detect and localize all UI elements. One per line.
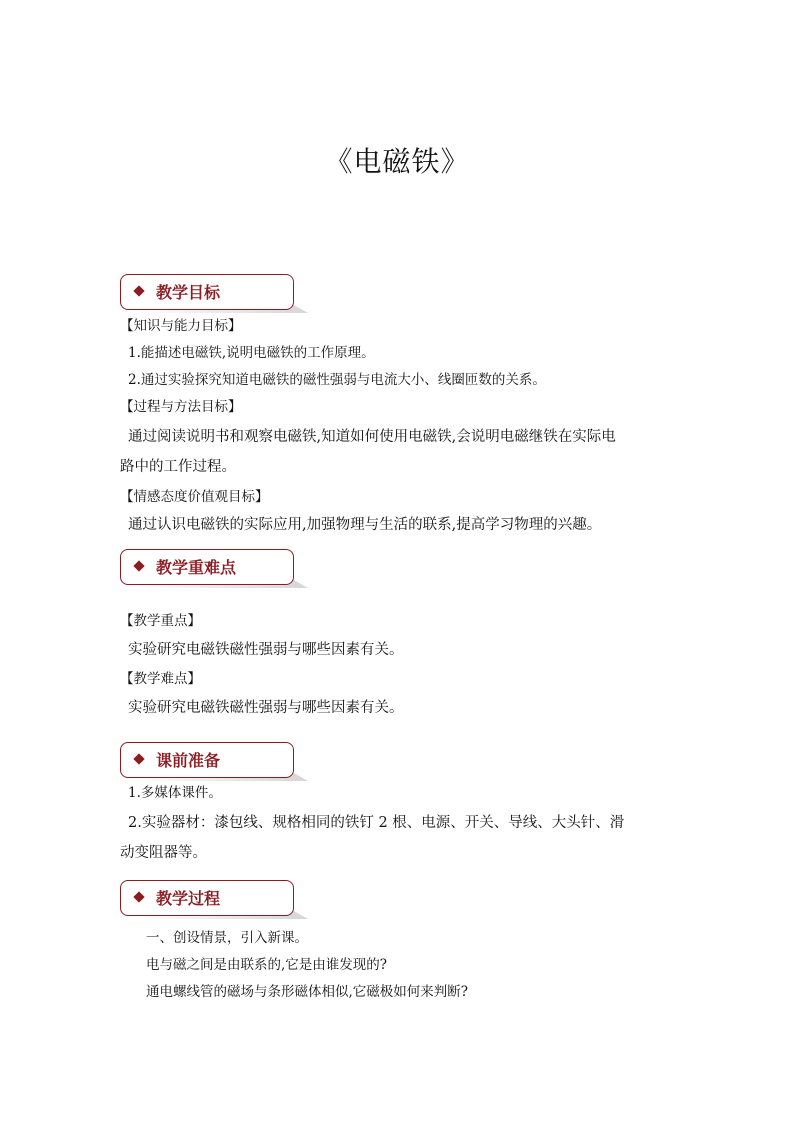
emotion-goal-heading: 【情感态度价值观目标】 xyxy=(120,489,269,505)
section-title: 教学过程 xyxy=(156,889,221,908)
process-goal-text: 通过阅读说明书和观察电磁铁,知道如何使用电磁铁,会说明电磁继铁在实际电 xyxy=(128,429,616,445)
process-step: 一、创设情景，引入新课。 xyxy=(146,930,308,946)
section-header-process xyxy=(120,880,310,922)
difficulty-text: 实验研究电磁铁磁性强弱与哪些因素有关。 xyxy=(128,700,404,716)
process-text: 电与磁之间是由联系的,它是由谁发现的? xyxy=(146,957,388,973)
focus-heading: 【教学重点】 xyxy=(120,613,201,629)
knowledge-goal-item: 1.能描述电磁铁,说明电磁铁的工作原理。 xyxy=(128,345,375,361)
knowledge-goal-heading: 【知识与能力目标】 xyxy=(120,318,242,334)
focus-text: 实验研究电磁铁磁性强弱与哪些因素有关。 xyxy=(128,642,404,658)
emotion-goal-text: 通过认识电磁铁的实际应用,加强物理与生活的联系,提高学习物理的兴趣。 xyxy=(128,517,602,533)
process-goal-heading: 【过程与方法目标】 xyxy=(120,399,242,415)
section-header-key-points xyxy=(120,549,310,591)
page-title: 《电磁铁》 xyxy=(324,145,470,178)
prep-item: 2.实验器材：漆包线、规格相同的铁钉 2 根、电源、开关、导线、大头针、滑 xyxy=(128,815,625,831)
section-header-goals xyxy=(120,274,310,316)
process-text: 通电螺线管的磁场与条形磁体相似,它磁极如何来判断? xyxy=(146,984,469,1000)
difficulty-heading: 【教学难点】 xyxy=(120,671,201,687)
prep-item-continued: 动变阻器等。 xyxy=(120,845,207,861)
prep-item: 1.多媒体课件。 xyxy=(128,785,222,801)
section-header-preparation xyxy=(120,742,310,784)
section-title: 教学重难点 xyxy=(156,558,237,577)
knowledge-goal-item: 2.通过实验探究知道电磁铁的磁性强弱与电流大小、线圈匝数的关系。 xyxy=(128,372,546,388)
process-goal-text: 路中的工作过程。 xyxy=(120,459,236,475)
section-title: 教学目标 xyxy=(156,283,221,302)
section-title: 课前准备 xyxy=(156,751,221,770)
